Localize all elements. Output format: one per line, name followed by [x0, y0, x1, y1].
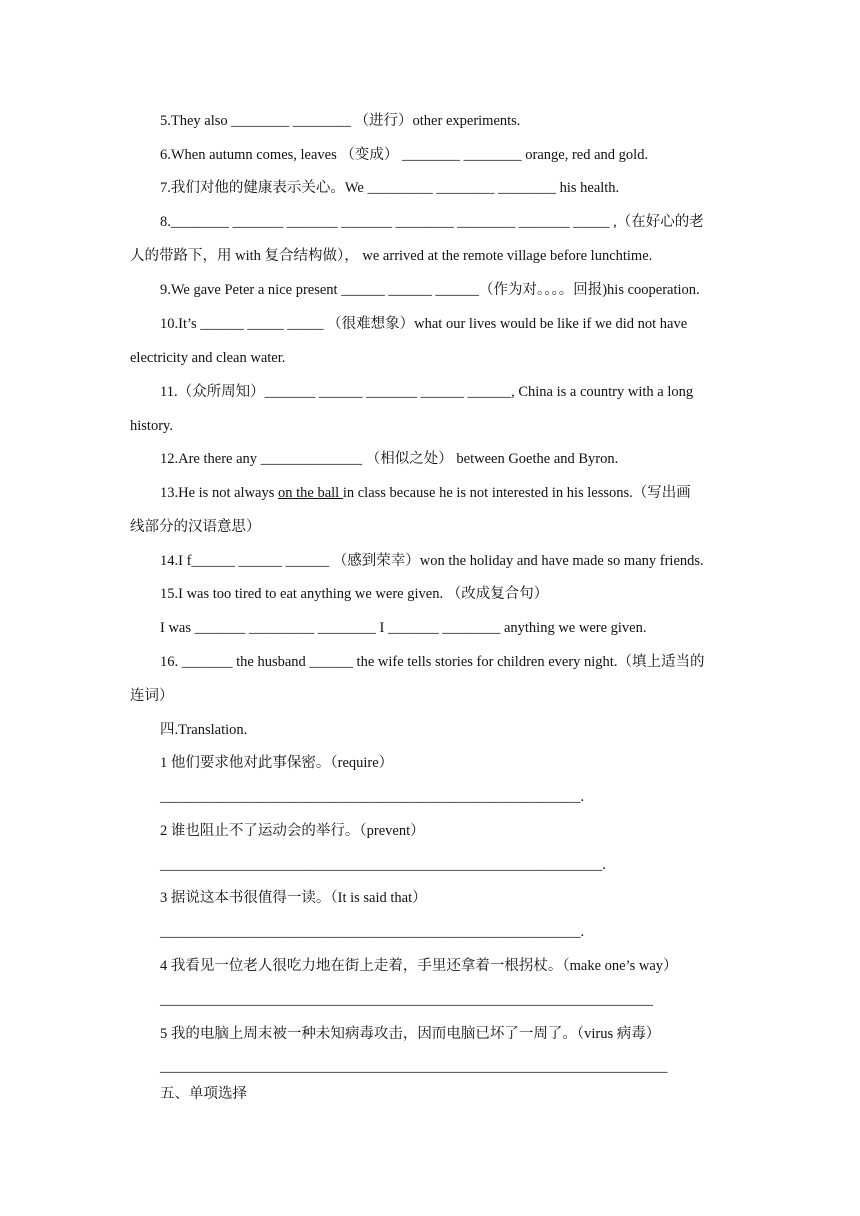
translation-a1-blank: __________________________________________________________. — [160, 789, 585, 805]
item-12: 12.Are there any ______________ （相似之处） between Goethe and Byron. — [160, 451, 619, 467]
translation-a3-blank: __________________________________________________________. — [160, 924, 585, 940]
translation-heading: 四.Translation. — [160, 722, 248, 738]
translation-q4: 4 我看见一位老人很吃力地在街上走着，手里还拿着一根拐杖。（make one’s way） — [160, 958, 678, 974]
item-13-post: in class because he is not interested in his lessons.（写出画 — [342, 485, 691, 501]
item-11-line1: 11.（众所周知）_______ ______ _______ ______ ______, China is a country with a long — [160, 384, 694, 400]
item-10-line2: electricity and clean water. — [130, 350, 286, 366]
item-16-line1: 16. _______ the husband ______ the wife tells stories for children every night.（填上适当的 — [160, 654, 705, 670]
item-13-line2: 线部分的汉语意思） — [130, 519, 261, 535]
translation-q3: 3 据说这本书很值得一读。（It is said that） — [160, 890, 427, 906]
item-6: 6.When autumn comes, leaves （变成） ________ ________ orange, red and gold. — [160, 147, 649, 163]
translation-q2: 2 谁也阻止不了运动会的举行。（prevent） — [160, 823, 425, 839]
section-5-heading: 五、单项选择 — [160, 1086, 247, 1102]
item-15-answer: I was _______ _________ ________ I _______ ________ anything we were given. — [160, 620, 647, 636]
item-13-line1 — [160, 476, 691, 510]
item-7: 7.我们对他的健康表示关心。We _________ ________ ________ his health. — [160, 180, 620, 196]
item-8-line1: 8.________ _______ _______ _______ ________ ________ _______ _____ ,（在好心的老 — [160, 214, 704, 230]
translation-a2-blank: _____________________________________________________________. — [160, 857, 606, 873]
translation-q5: 5 我的电脑上周末被一种未知病毒攻击，因而电脑已坏了一周了。（virus 病毒） — [160, 1026, 661, 1042]
item-13-underlined-phrase: on the ball — [278, 485, 343, 501]
item-5: 5.They also ________ ________ （进行）other experiments. — [160, 113, 521, 129]
item-9: 9.We gave Peter a nice present ______ ______ ______（作为对。。。。回报)his cooperation. — [160, 282, 700, 298]
item-16-line2: 连词） — [130, 688, 174, 704]
item-15: 15.I was too tired to eat anything we were given. （改成复合句） — [160, 586, 549, 602]
item-8-line2: 人的带路下，用 with 复合结构做）， we arrived at the remote village before lunchtime. — [130, 248, 653, 264]
item-14: 14.I f______ ______ ______ （感到荣幸）won the holiday and have made so many friends. — [160, 553, 704, 569]
translation-a4-blank: ____________________________________________________________________ — [160, 992, 653, 1008]
translation-a5-blank: ______________________________________________________________________ — [160, 1059, 668, 1075]
item-10-line1: 10.It’s ______ _____ _____ （很难想象）what our lives would be like if we did not have — [160, 316, 688, 332]
translation-q1: 1 他们要求他对此事保密。（require） — [160, 755, 394, 771]
item-13-pre: 13.He is not always — [160, 485, 278, 501]
item-11-line2: history. — [130, 418, 173, 434]
